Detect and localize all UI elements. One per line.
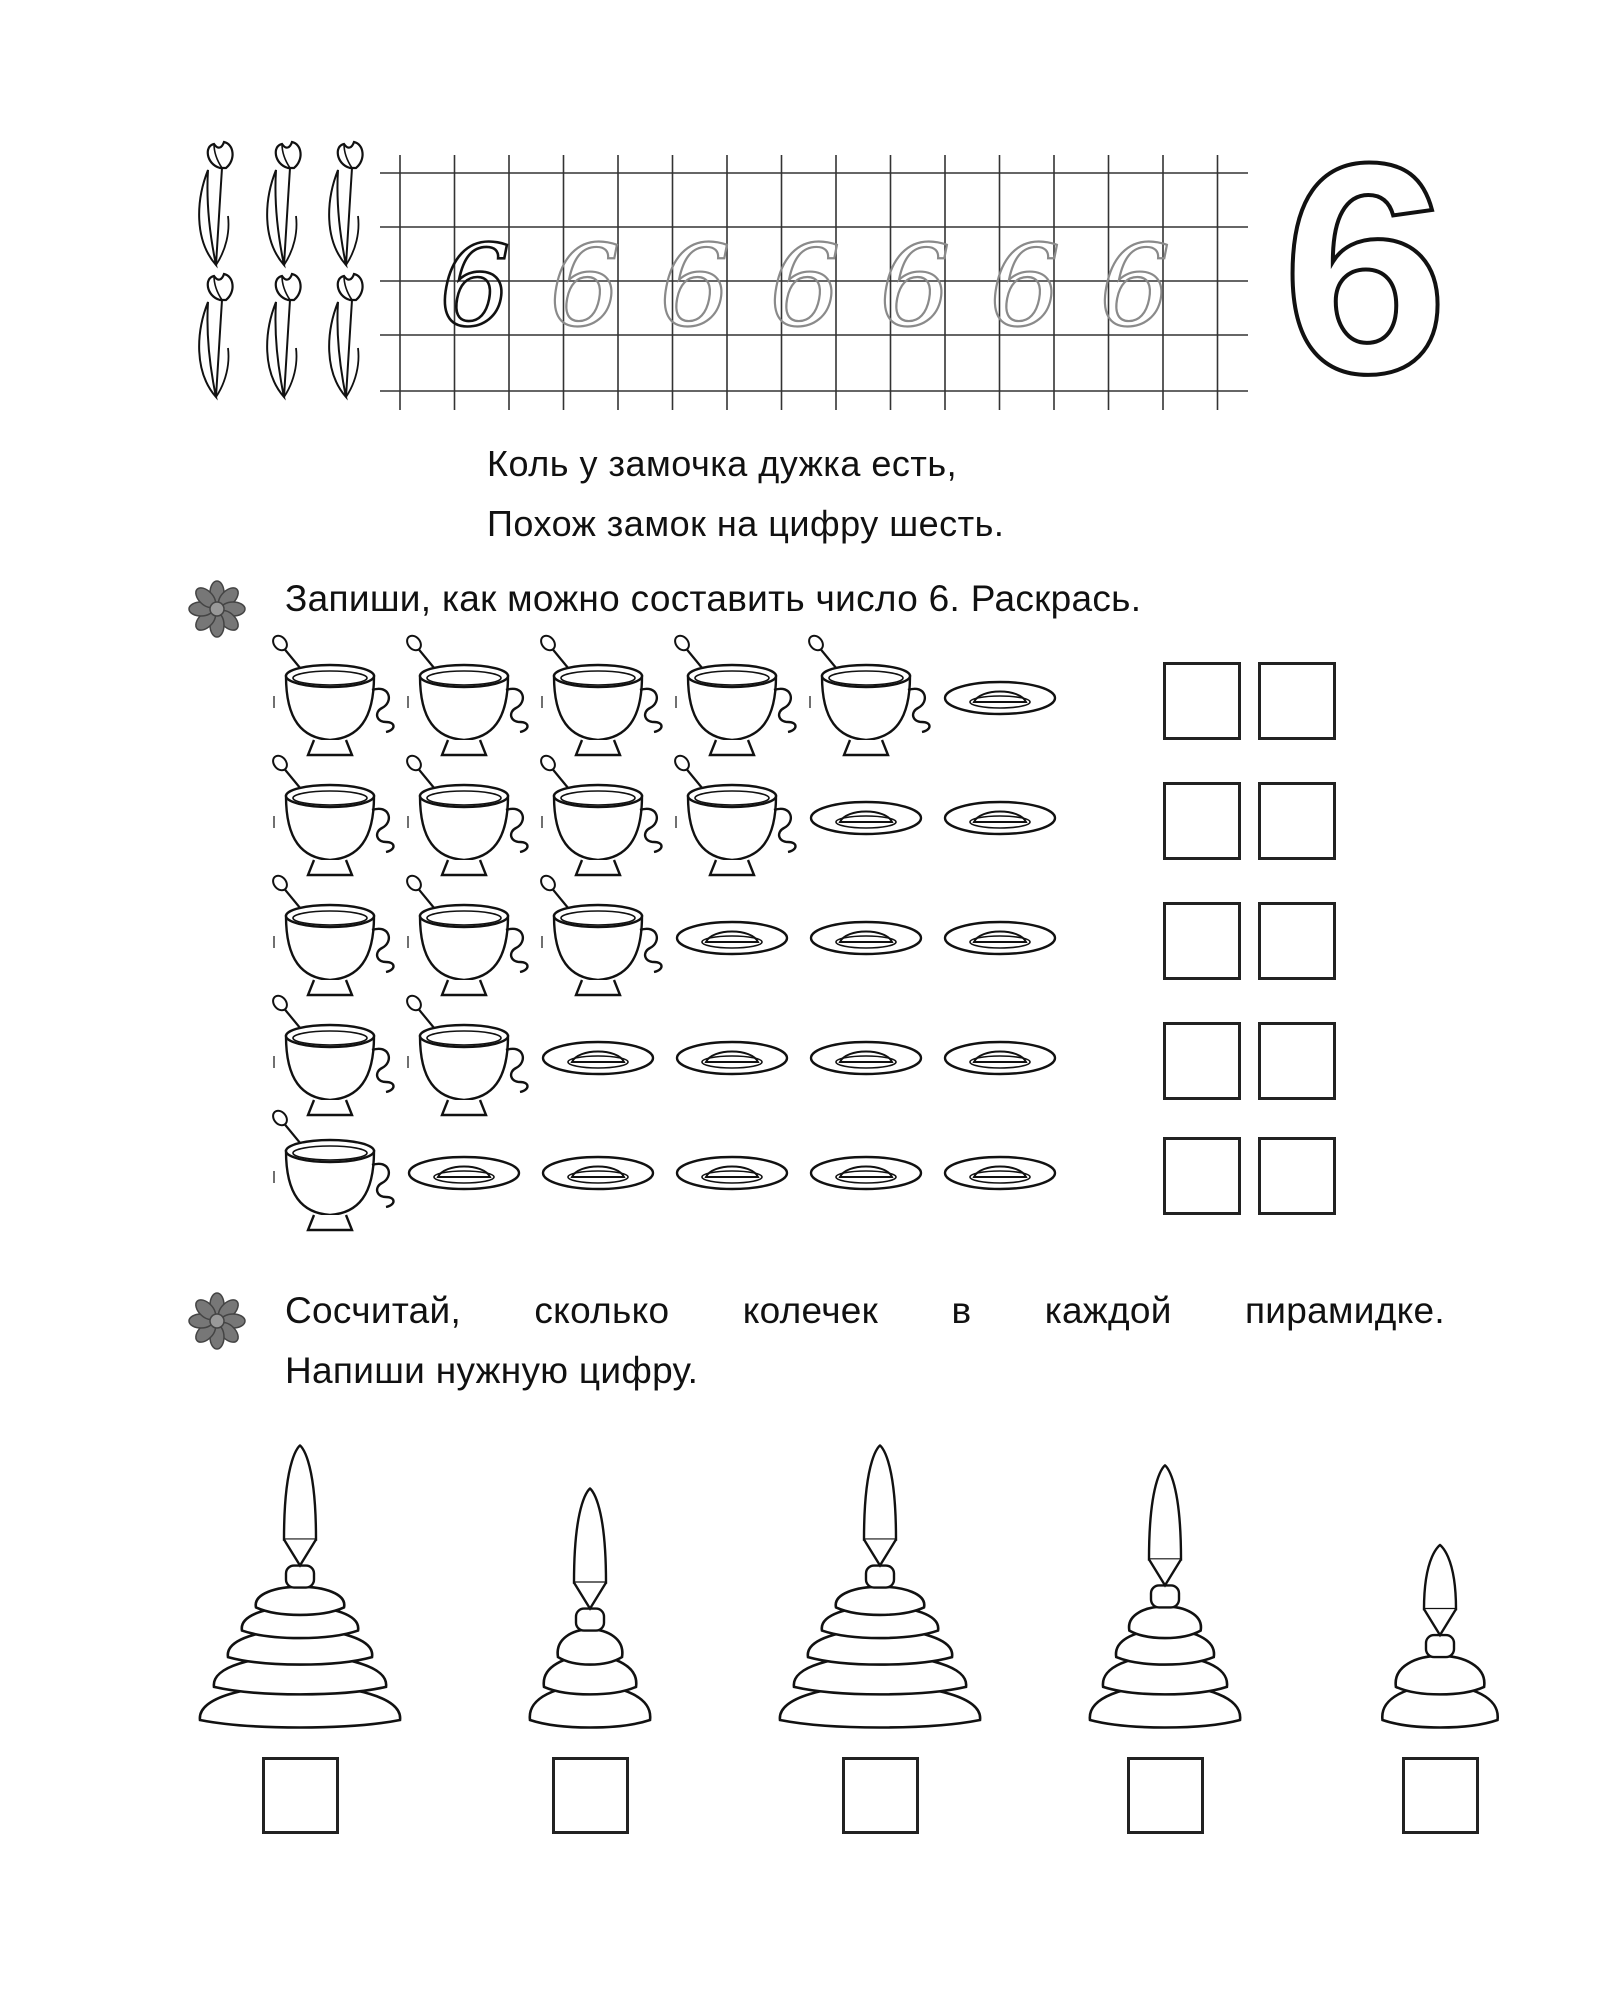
teacup-icon [672,753,795,875]
saucer-icon [945,1157,1055,1189]
pyramid-ring [1129,1606,1201,1638]
tracing-digit: 6 [549,222,621,352]
task2-instruction-line-2: Напиши нужную цифру. [285,1350,699,1391]
pyramid-ring [530,1686,650,1728]
answer-box-row-3-1[interactable] [1163,902,1241,980]
tracing-digit: 6 [879,222,951,352]
tracing-digit: 6 [769,222,841,352]
teacup-icon [806,633,929,755]
answer-box-row-2-2[interactable] [1258,782,1336,860]
pyramid-ring [228,1629,372,1664]
pyramid-answer-box-1[interactable] [262,1757,339,1834]
pyramid-ring [558,1629,623,1664]
pyramid-icon [780,1446,980,1728]
teacup-icon [270,753,393,875]
pyramid-answer-box-3[interactable] [842,1757,919,1834]
saucer-icon [543,1042,653,1074]
teacup-icon [270,633,393,755]
pyramid-ring [836,1587,925,1615]
teacup-icon [404,993,527,1115]
answer-box-row-1-1[interactable] [1163,662,1241,740]
answer-box-row-1-2[interactable] [1258,662,1336,740]
pyramid-ring [256,1587,345,1615]
pyramid-ring [808,1629,952,1664]
tracing-grid-lines [380,155,1255,415]
teacup-icon [404,753,527,875]
pyramid-ring [1382,1686,1497,1728]
teacup-icon [270,993,393,1115]
saucer-icon [677,1157,787,1189]
pyramid-ring [214,1656,386,1695]
poem-line-1: Коль у замочка дужка есть, [487,443,958,484]
tulips-group [180,140,380,410]
flower-bullet-icon [188,1290,246,1352]
tracing-grid [380,155,1255,415]
pyramid-ring [200,1686,400,1728]
pyramid-ring [242,1606,358,1638]
pyramid-ring [1396,1656,1485,1695]
tracing-digit: 6 [1099,222,1171,352]
saucer-icon [677,1042,787,1074]
pyramid-icon [1382,1545,1497,1727]
pyramid-ring [544,1656,637,1695]
pyramid-icon [530,1489,650,1728]
tulip-icon [267,274,300,397]
pyramid-ring [1116,1629,1214,1664]
flower-bullet-icon [188,578,246,640]
pyramid-ring [780,1686,980,1728]
teacup-icon [404,633,527,755]
tulip-icon [199,142,232,265]
answer-box-row-4-2[interactable] [1258,1022,1336,1100]
tracing-digit: 6 [659,222,731,352]
saucer-icon [945,922,1055,954]
saucer-icon [945,1042,1055,1074]
teacup-icon [270,873,393,995]
saucer-icon [409,1157,519,1189]
task1-instruction: Запиши, как можно составить число 6. Раскрась. [285,578,1142,619]
pyramid-answer-box-2[interactable] [552,1757,629,1834]
pyramid-icon [200,1446,400,1728]
answer-box-row-3-2[interactable] [1258,902,1336,980]
pyramid-icon [1090,1465,1240,1727]
tulip-icon [267,142,300,265]
saucer-icon [811,1157,921,1189]
answer-box-row-2-1[interactable] [1163,782,1241,860]
pyramid-ring [822,1606,938,1638]
big-digit [1280,100,1450,436]
answer-box-row-5-2[interactable] [1258,1137,1336,1215]
teacup-icon [538,873,661,995]
tracing-digit: 6 [989,222,1061,352]
task2-instruction-line-1: Сосчитай, сколько колечек в каждой пирамидке. [285,1290,1445,1331]
saucer-icon [811,802,921,834]
pyramid-answer-box-5[interactable] [1402,1757,1479,1834]
tulip-icon [329,142,362,265]
teacup-icon [404,873,527,995]
tulip-icon [329,274,362,397]
pyramid-ring [1090,1686,1240,1728]
tulip-icon [199,274,232,397]
saucer-icon [811,1042,921,1074]
answer-box-row-5-1[interactable] [1163,1137,1241,1215]
tulip-icons [180,140,380,410]
pyramid-ring [1103,1656,1227,1695]
pyramid-ring [794,1656,966,1695]
answer-box-row-4-1[interactable] [1163,1022,1241,1100]
saucer-icon [543,1157,653,1189]
sample-digit: 6 [439,222,511,352]
pyramid-answer-box-4[interactable] [1127,1757,1204,1834]
teacup-icon [672,633,795,755]
teacup-icon [538,753,661,875]
poem-line-2: Похож замок на цифру шесть. [487,503,1005,544]
teacup-icon [538,633,661,755]
saucer-icon [945,802,1055,834]
big-digit-outline: 6 [1281,100,1449,436]
teacup-icon [270,1108,393,1230]
saucer-icon [677,922,787,954]
saucer-icon [811,922,921,954]
saucer-icon [945,682,1055,714]
